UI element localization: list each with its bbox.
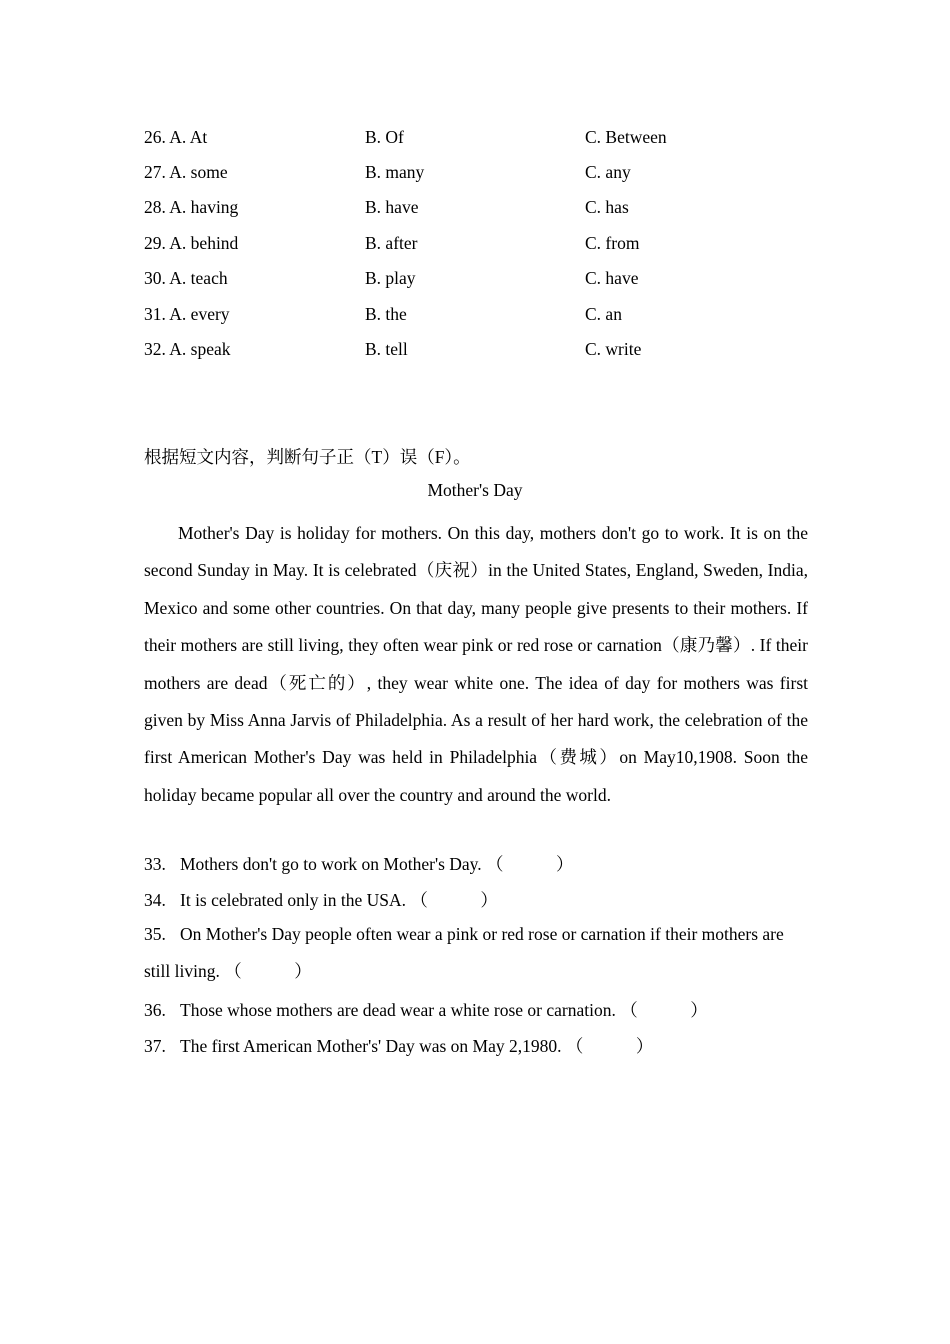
question-number: 37.	[144, 1036, 166, 1056]
option-a: 31. A. every	[144, 304, 230, 324]
choice-row-32	[144, 339, 824, 369]
choice-row-31	[144, 304, 824, 334]
question-33	[144, 851, 574, 876]
choice-row-26	[144, 127, 824, 157]
option-c: C. an	[585, 304, 622, 324]
option-c: C. any	[585, 162, 631, 182]
choice-row-28	[144, 197, 824, 227]
question-34	[144, 887, 498, 912]
option-b: B. Of	[365, 127, 404, 147]
question-number: 36.	[144, 1000, 166, 1020]
option-b: B. play	[365, 268, 416, 288]
question-35	[144, 916, 808, 990]
option-b: B. tell	[365, 339, 408, 359]
question-36	[144, 997, 708, 1022]
choice-row-30	[144, 268, 824, 298]
option-c: C. write	[585, 339, 642, 359]
question-text: Mothers don't go to work on Mother's Day. （ ）	[180, 854, 574, 874]
option-c: C. has	[585, 197, 629, 217]
question-text: It is celebrated only in the USA. （ ）	[180, 890, 498, 910]
question-number: 35.	[144, 924, 166, 944]
question-37	[144, 1033, 653, 1058]
question-text: The first American Mother's' Day was on May 2,1980. （ ）	[180, 1036, 654, 1056]
passage-title: Mother's Day	[427, 480, 523, 500]
passage-text: Mother's Day is holiday for mothers. On this day, mothers don't go to work. It is on the second Sunday in May. It is celebrated（庆祝）in the United States, England, Sweden, India, Mexico and some other countries. On that day, many people give presents to their mothers. If their mothers are still living, they often wear pink or red rose or carnation（康乃馨）. If their mothers are dead（死亡的）, they wear white one. The idea of day for mothers was first given by Miss Anna Jarvis of Philadelphia. As a result of her hard work, the celebration of the first American Mother's Day was held in Philadelphia（费城）on May10,1908. Soon the holiday became popular all over the country and around the world.	[144, 523, 808, 805]
option-c: C. Between	[585, 127, 667, 147]
choice-row-27	[144, 162, 824, 192]
question-text: Those whose mothers are dead wear a white rose or carnation. （ ）	[180, 1000, 708, 1020]
option-a: 30. A. teach	[144, 268, 228, 288]
passage-body	[144, 515, 808, 814]
question-number: 33.	[144, 854, 166, 874]
option-a: 29. A. behind	[144, 233, 239, 253]
option-b: B. have	[365, 197, 419, 217]
option-b: B. many	[365, 162, 425, 182]
option-a: 26. A. At	[144, 127, 208, 147]
option-b: B. after	[365, 233, 418, 253]
option-a: 28. A. having	[144, 197, 239, 217]
option-a: 32. A. speak	[144, 339, 231, 359]
option-c: C. have	[585, 268, 639, 288]
question-text: On Mother's Day people often wear a pink or red rose or carnation if their mothers are still living. （ ）	[144, 924, 784, 981]
option-b: B. the	[365, 304, 407, 324]
option-c: C. from	[585, 233, 640, 253]
section-instruction: 根据短文内容，判断句子正（T）误（F）。	[144, 447, 471, 467]
option-a: 27. A. some	[144, 162, 228, 182]
question-number: 34.	[144, 890, 166, 910]
choice-row-29	[144, 233, 824, 263]
